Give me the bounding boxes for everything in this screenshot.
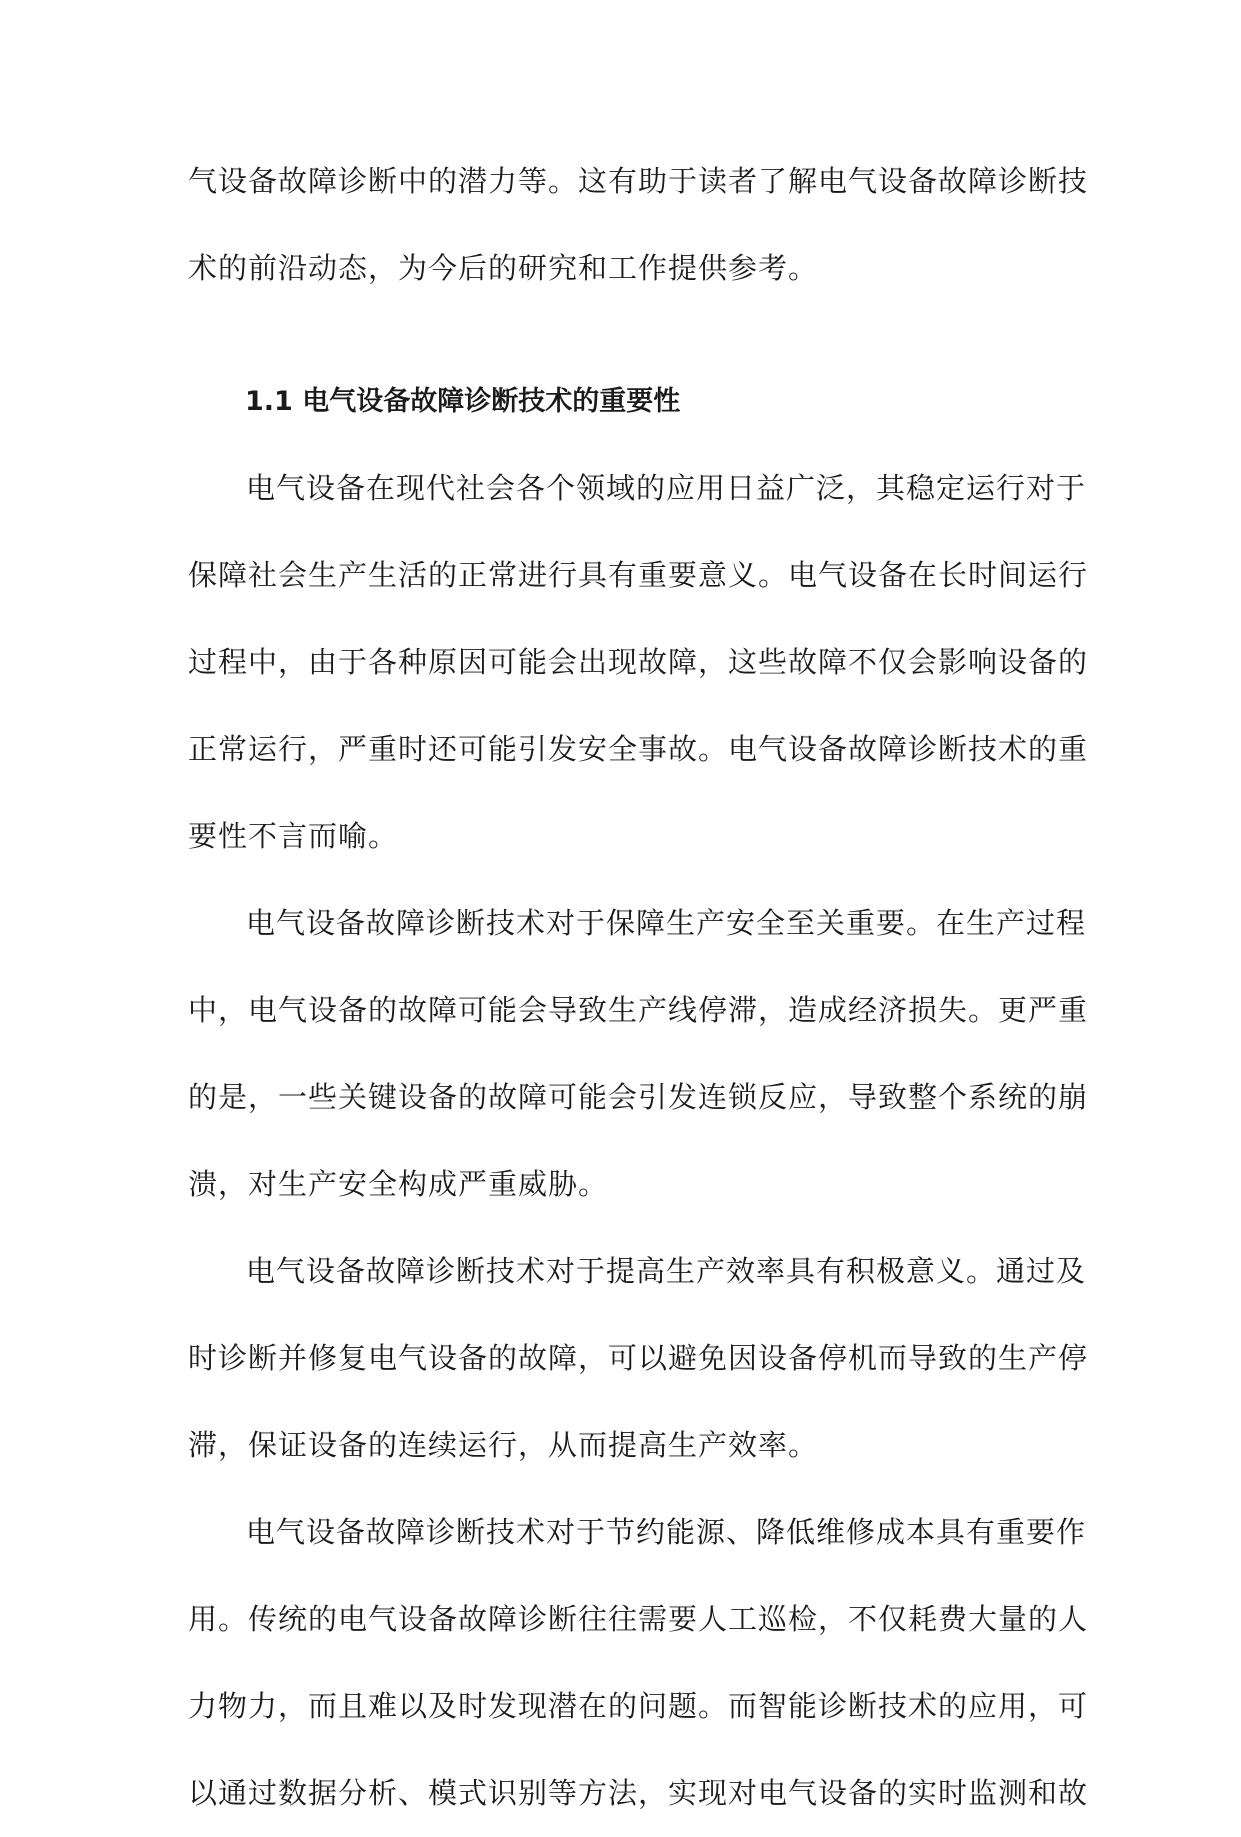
paragraph-energy-cost — [188, 1489, 1089, 1837]
text-line: 正常运行，严重时还可能引发安全事故。电气设备故障诊断技术的重 — [188, 732, 1089, 766]
document-page — [188, 138, 1089, 1837]
paragraph-efficiency — [188, 1228, 1089, 1489]
text-line: 滞，保证设备的连续运行，从而提高生产效率。 — [188, 1428, 819, 1462]
text-line: 气设备故障诊断中的潜力等。这有助于读者了解电气设备故障诊断技 — [188, 164, 1089, 198]
text-line: 保障社会生产生活的正常进行具有重要意义。电气设备在长时间运行 — [188, 558, 1089, 592]
text-line: 时诊断并修复电气设备的故障，可以避免因设备停机而导致的生产停 — [188, 1341, 1089, 1375]
text-line: 电气设备故障诊断技术对于节约能源、降低维修成本具有重要作 — [246, 1515, 1087, 1549]
section-heading: 1.1 电气设备故障诊断技术的重要性 — [245, 386, 681, 417]
text-line: 电气设备故障诊断技术对于保障生产安全至关重要。在生产过程 — [246, 906, 1087, 940]
text-line: 的是，一些关键设备的故障可能会引发连锁反应，导致整个系统的崩 — [188, 1080, 1089, 1114]
text-line: 用。传统的电气设备故障诊断往往需要人工巡检，不仅耗费大量的人 — [188, 1602, 1089, 1636]
text-line: 术的前沿动态，为今后的研究和工作提供参考。 — [188, 251, 819, 285]
text-line: 以通过数据分析、模式识别等方法，实现对电气设备的实时监测和故 — [188, 1776, 1089, 1810]
text-line: 中，电气设备的故障可能会导致生产线停滞，造成经济损失。更严重 — [188, 993, 1089, 1027]
intro-paragraph — [188, 138, 1089, 312]
text-line: 要性不言而喻。 — [188, 819, 399, 853]
text-line: 过程中，由于各种原因可能会出现故障，这些故障不仅会影响设备的 — [188, 645, 1089, 679]
text-line: 电气设备故障诊断技术对于提高生产效率具有积极意义。通过及 — [246, 1254, 1087, 1288]
paragraph-importance — [188, 445, 1089, 880]
text-line: 力物力，而且难以及时发现潜在的问题。而智能诊断技术的应用，可 — [188, 1689, 1089, 1723]
text-line: 电气设备在现代社会各个领域的应用日益广泛，其稳定运行对于 — [246, 471, 1087, 505]
paragraph-safety — [188, 880, 1089, 1228]
text-line: 溃，对生产安全构成严重威胁。 — [188, 1167, 609, 1201]
